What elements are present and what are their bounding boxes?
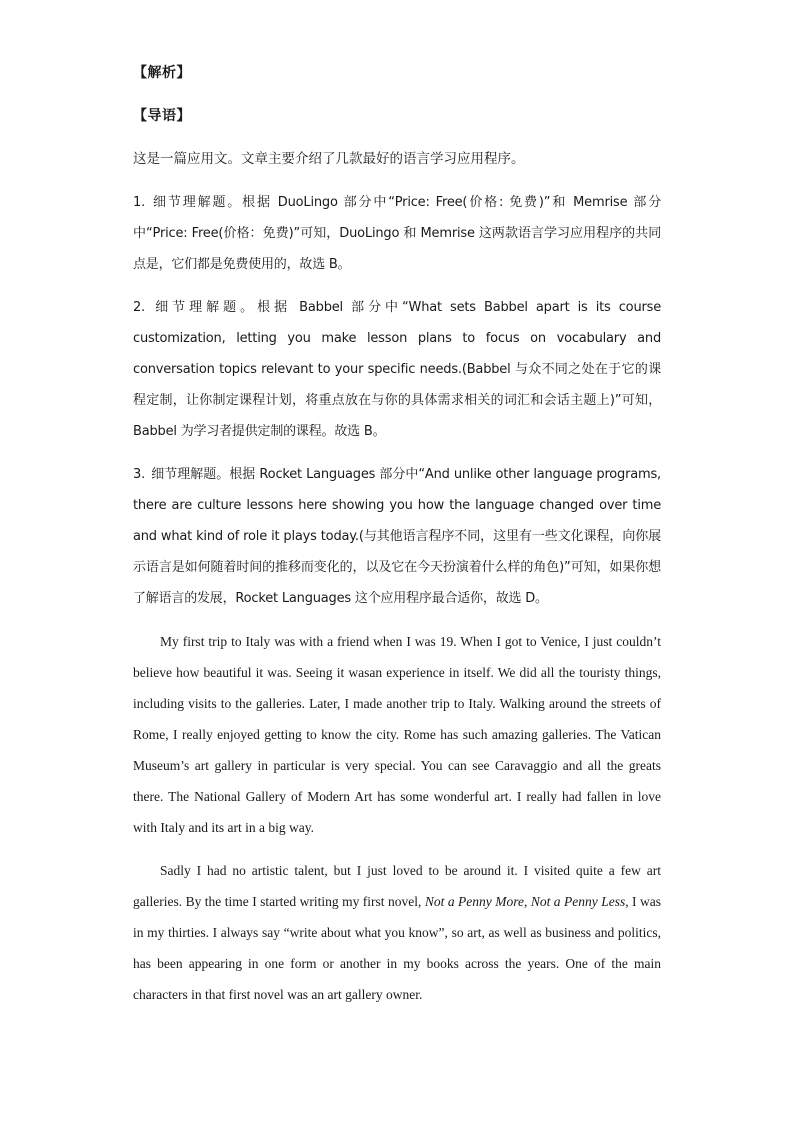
intro-heading: 【导语】 — [133, 108, 191, 124]
title-separator: , — [523, 894, 531, 909]
passage-text: , I was in my thirties. I always say “write about what you know”, so art, as well as business and politics, has been appearing in one form or another in my books across the years. One of the main characters in that first novel was an art gallery owner. — [133, 894, 661, 1002]
answer-text: 细节理解题。根据 Babbel 部分中“What sets Babbel apart is its course customization, letting you make lesson plans to focus on vocabulary and conversation topics relevant to your specific needs.(Babbel 与众不同之处在于它的课程定制，让你制定课程计划，将重点放在与你的具体需求相关的词汇和会话主题上)”可知，Babbel 为学习者提供定制的课程。故选 B。 — [133, 300, 661, 439]
novel-title-part-1: Not a Penny More — [424, 894, 524, 909]
answer-number: 2. — [133, 300, 146, 315]
answer-number: 1. — [133, 195, 146, 210]
passage-text: Sadly I had no artistic talent, but I just loved to be around it. I visited quite a few art galleries. By the time I started writing my first novel, — [133, 863, 661, 909]
answer-text: 细节理解题。根据 DuoLingo 部分中“Price: Free(价格: 免费)”和 Memrise 部分中“Price: Free(价格：免费)”可知，DuoLingo 和 Memrise 这两款语言学习应用程序的共同点是，它们都是免费使用的，故选 B。 — [133, 195, 661, 272]
intro-text: 这是一篇应用文。文章主要介绍了几款最好的语言学习应用程序。 — [133, 151, 525, 167]
novel-title-part-2: Not a Penny Less — [530, 894, 626, 909]
answer-text: 细节理解题。根据 Rocket Languages 部分中“And unlike other language programs, there are culture lessons here showing you how the language changed over time and what kind of role it plays today.(与其他语言程序不同，这里有一些文化课程，向你展示语言是如何随着时间的推移而变化的，以及它在今天扮演着什么样的角色)”可知，如果你想了解语言的发展，Rocket Languages 这个应用程序最合适你，故选 D。 — [133, 467, 661, 606]
passage-paragraph-1: My first trip to Italy was with a friend when I was 19. When I got to Venice, I just couldn’t believe how beautiful it was. Seeing it wasan experience in itself. We did all the touristy things, including visits to the galleries. Later, I made another trip to Italy. Walking around the streets of Rome, I really enjoyed getting to know the city. Rome has such amazing galleries. The Vatican Museum’s art gallery in particular is very special. You can see Caravaggio and all the greats there. The National Gallery of Modern Art has some wonderful art. I really had fallen in love with Italy and its art in a big way. — [133, 634, 661, 835]
passage-paragraph-2 — [133, 855, 661, 1010]
answer-item-2 — [133, 292, 661, 447]
answer-item-1 — [133, 187, 661, 280]
document-page — [133, 58, 661, 1022]
answer-number: 3. — [133, 467, 146, 482]
answer-item-3 — [133, 459, 661, 614]
analysis-heading: 【解析】 — [133, 65, 191, 81]
